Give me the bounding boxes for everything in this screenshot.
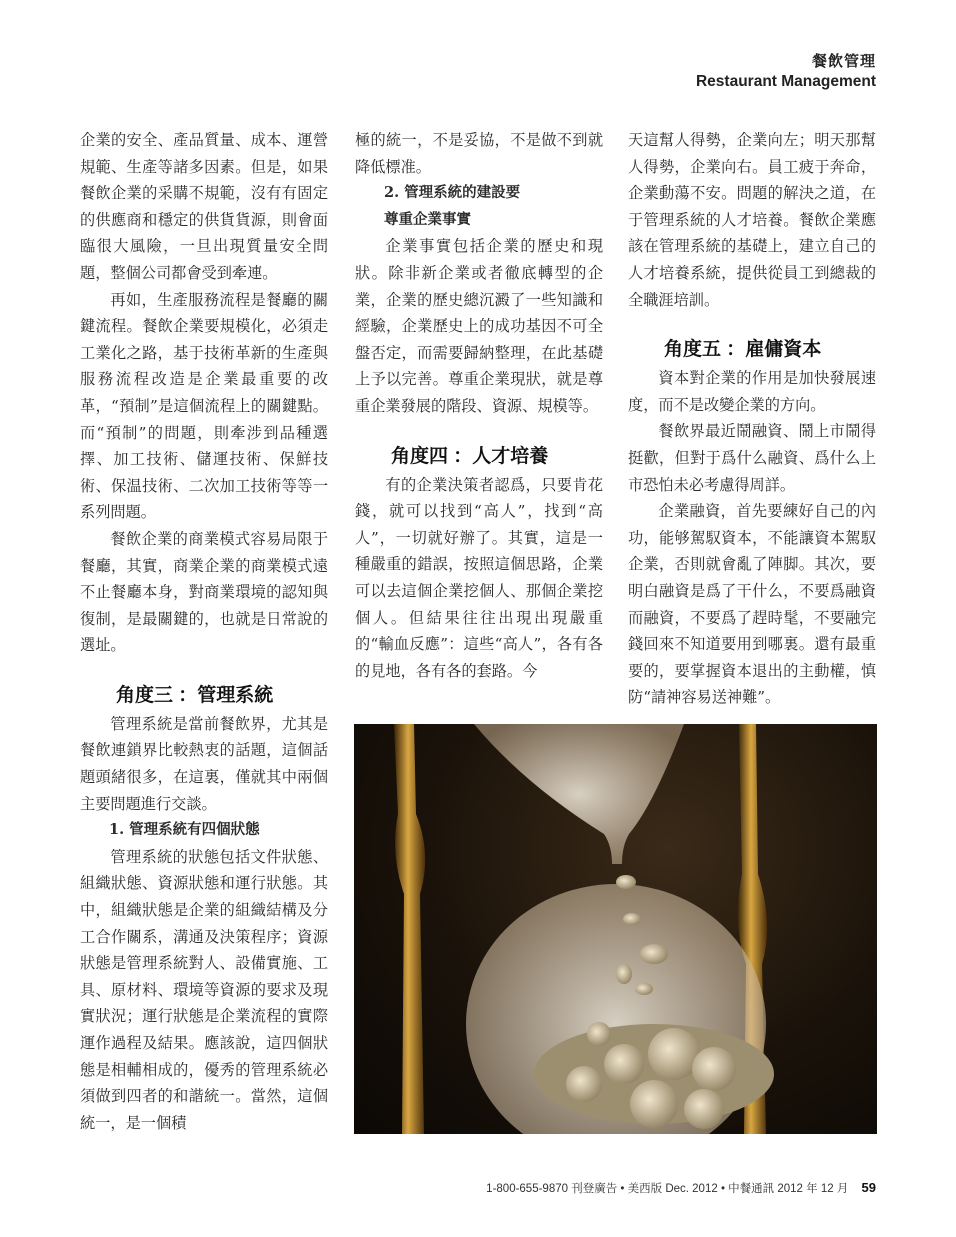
paragraph: 餐飲界最近鬧融資、鬧上市鬧得挺歡，但對于爲什么融資、爲什么上市恐怕未必考慮得周詳。 [628,422,876,494]
paragraph: 再如，生產服務流程是餐廳的關鍵流程。餐飲企業要規模化，必須走工業化之路，基于技術革新的生產與服務流程改造是企業最重要的改革，“預制”是這個流程上的關鍵點。而“預制”的問題，則牽涉到品種選擇、加工技術、儲運技術、保鮮技術、保温技術、二次加工技術等等一系列問題。 [80,290,328,522]
paragraph: 有的企業決策者認爲，只要肯花錢，就可以找到“高人”，找到“高人”，一切就好辦了。其實，這是一種嚴重的錯誤，按照這個思路，企業可以去這個企業挖個人、那個企業挖個人。但結果往往出現出現嚴重的“輸血反應”：這些“高人”，各有各的見地，各有各的套路。今 [355,475,603,680]
subheading: 尊重企業事實 [384,210,471,228]
subheading: 1. 管理系統有四個狀態 [109,821,260,839]
paragraph: 餐飲企業的商業模式容易局限于餐廳，其實，商業企業的商業模式遠不止餐廳本身，對商業環境的認知與復制，是最關鍵的，也就是日常說的選址。 [80,529,328,655]
paragraph: 資本對企業的作用是加快發展速度，而不是改變企業的方向。 [628,369,876,414]
hourglass-coins-photo [354,724,877,1134]
section-title-zh: 餐飲管理 [811,53,876,70]
paragraph: 企業的安全、產品質量、成本、運營規範、生產等諸多因素。但是，如果餐飲企業的采購不規範，沒有有固定的供應商和穩定的供貨貨源，則會面臨很大風險，一旦出現質量安全問題，整個公司都會受到牽連。 [80,131,328,282]
page-footer [486,1180,876,1196]
section-heading: 角度三 ：管理系統 [116,684,274,706]
hourglass-illustration [354,724,877,1134]
paragraph: 天這幫人得勢，企業向左；明天那幫人得勢，企業向右。員工疲于奔命，企業動蕩不安。問題的解決之道，在于管理系統的人才培養。餐飲企業應該在管理系統的基礎上，建立自己的人才培養系統，提供從員工到總裁的全職涯培訓。 [628,131,876,309]
column-3 [628,127,876,711]
section-title-en: Restaurant Management [695,73,876,90]
subheading: 2. 管理系統的建設要 [384,184,521,202]
paragraph: 極的統一，不是妥協，不是做不到就降低標准。 [355,131,603,176]
paragraph: 企業融資，首先要練好自己的內功，能够駕馭資本，不能讓資本駕馭企業，否則就會亂了陣脚。其次，要明白融資是爲了干什么，不要爲融資而融資，不要爲了趕時髦，不要融完錢回來不知道要用到哪裏。還有最重要的，要掌握資本退出的主動權，慎防“請神容易送神難”。 [628,502,876,707]
page-number: 59 [861,1180,876,1195]
section-heading: 角度五 ：雇傭資本 [664,339,822,361]
column-2 [355,127,603,684]
footer-text: 1-800-655-9870 刊登廣告 • 美西版 Dec. 2012 • 中餐通訊 2012 年 12 月 [486,1183,849,1195]
running-header [696,50,876,91]
paragraph: 企業事實包括企業的歷史和現狀。除非新企業或者徹底轉型的企業，企業的歷史總沉澱了一些知識和經驗，企業歷史上的成功基因不可全盤否定，而需要歸納整理，在此基礎上予以完善。尊重企業現狀，就是尊重企業發展的階段、資源、規模等。 [355,237,603,415]
section-heading: 角度四 ：人才培養 [391,445,549,467]
paragraph: 管理系統的狀態包括文件狀態、組織狀態、資源狀態和運行狀態。其中，組織狀態是企業的組織結構及分工合作關系，溝通及決策程序；資源狀態是管理系統對人、設備實施、工具、原材料、環境等資源的要求及現實狀況；運行狀態是企業流程的實際運作過程及結果。應該說，這四個狀態是相輔相成的，優秀的管理系統必須做到四者的和諧統一。當然，這個統一，是一個積 [80,847,328,1132]
paragraph: 管理系統是當前餐飲界，尤其是餐飲連鎖界比較熱衷的話題，這個話題頭緒很多，在這裏，僅就其中兩個主要問題進行交談。 [80,714,328,813]
column-1 [80,127,328,1136]
